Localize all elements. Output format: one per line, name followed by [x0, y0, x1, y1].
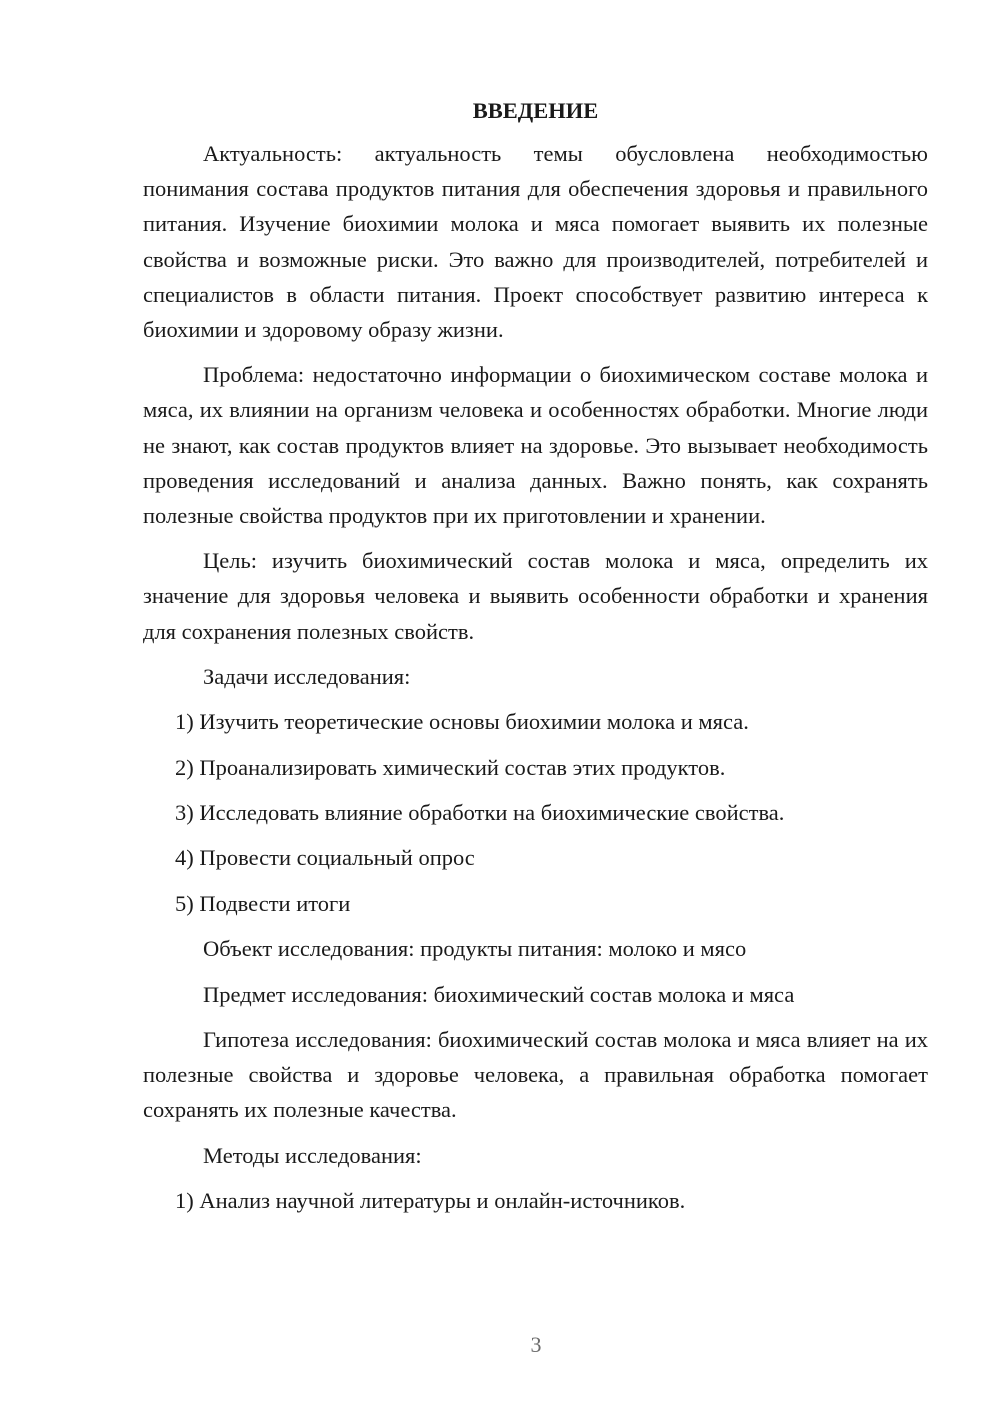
page-number: 3	[530, 1332, 542, 1357]
research-subject: Предмет исследования: биохимический состав молока и мяса	[203, 981, 795, 1007]
goal-paragraph: Цель: изучить биохимический состав молока и мяса, определить их значение для здоровья человека и выявить особенности обработки и хранения для сохранения полезных свойств.	[143, 548, 928, 644]
task-item-1: 1) Изучить теоретические основы биохимии молока и мяса.	[175, 709, 749, 735]
relevance-paragraph: Актуальность: актуальность темы обусловлена необходимостью понимания состава продуктов питания для обеспечения здоровья и правильного питания. Изучение биохимии молока и мяса помогает выявить их полезные свойства и возможные риски. Это важно для производителей, потребителей и специалистов в области питания. Проект способствует развитию интереса к биохимии и здоровому образу жизни.	[143, 141, 928, 343]
task-item-3: 3) Исследовать влияние обработки на биохимические свойства.	[175, 800, 785, 826]
page-title: ВВЕДЕНИЕ	[472, 98, 599, 123]
methods-heading: Методы исследования:	[203, 1142, 422, 1168]
task-item-4: 4) Провести социальный опрос	[175, 845, 475, 871]
page-content	[143, 96, 928, 1228]
task-item-5: 5) Подвести итоги	[175, 890, 351, 916]
method-item-1: 1) Анализ научной литературы и онлайн-источников.	[175, 1187, 686, 1213]
problem-paragraph: Проблема: недостаточно информации о биохимическом составе молока и мяса, их влиянии на организм человека и особенностях обработки. Многие люди не знают, как состав продуктов влияет на здоровье. Это вызывает необходимость проведения исследований и анализа данных. Важно понять, как сохранять полезные свойства продуктов при их приготовлении и хранении.	[143, 362, 928, 529]
research-object: Объект исследования: продукты питания: молоко и мясо	[203, 936, 747, 962]
task-item-2: 2) Проанализировать химический состав этих продуктов.	[175, 754, 726, 780]
hypothesis-paragraph: Гипотеза исследования: биохимический состав молока и мяса влияет на их полезные свойства и здоровье человека, а правильная обработка помогает сохранять их полезные качества.	[143, 1026, 928, 1123]
tasks-heading: Задачи исследования:	[203, 663, 411, 689]
